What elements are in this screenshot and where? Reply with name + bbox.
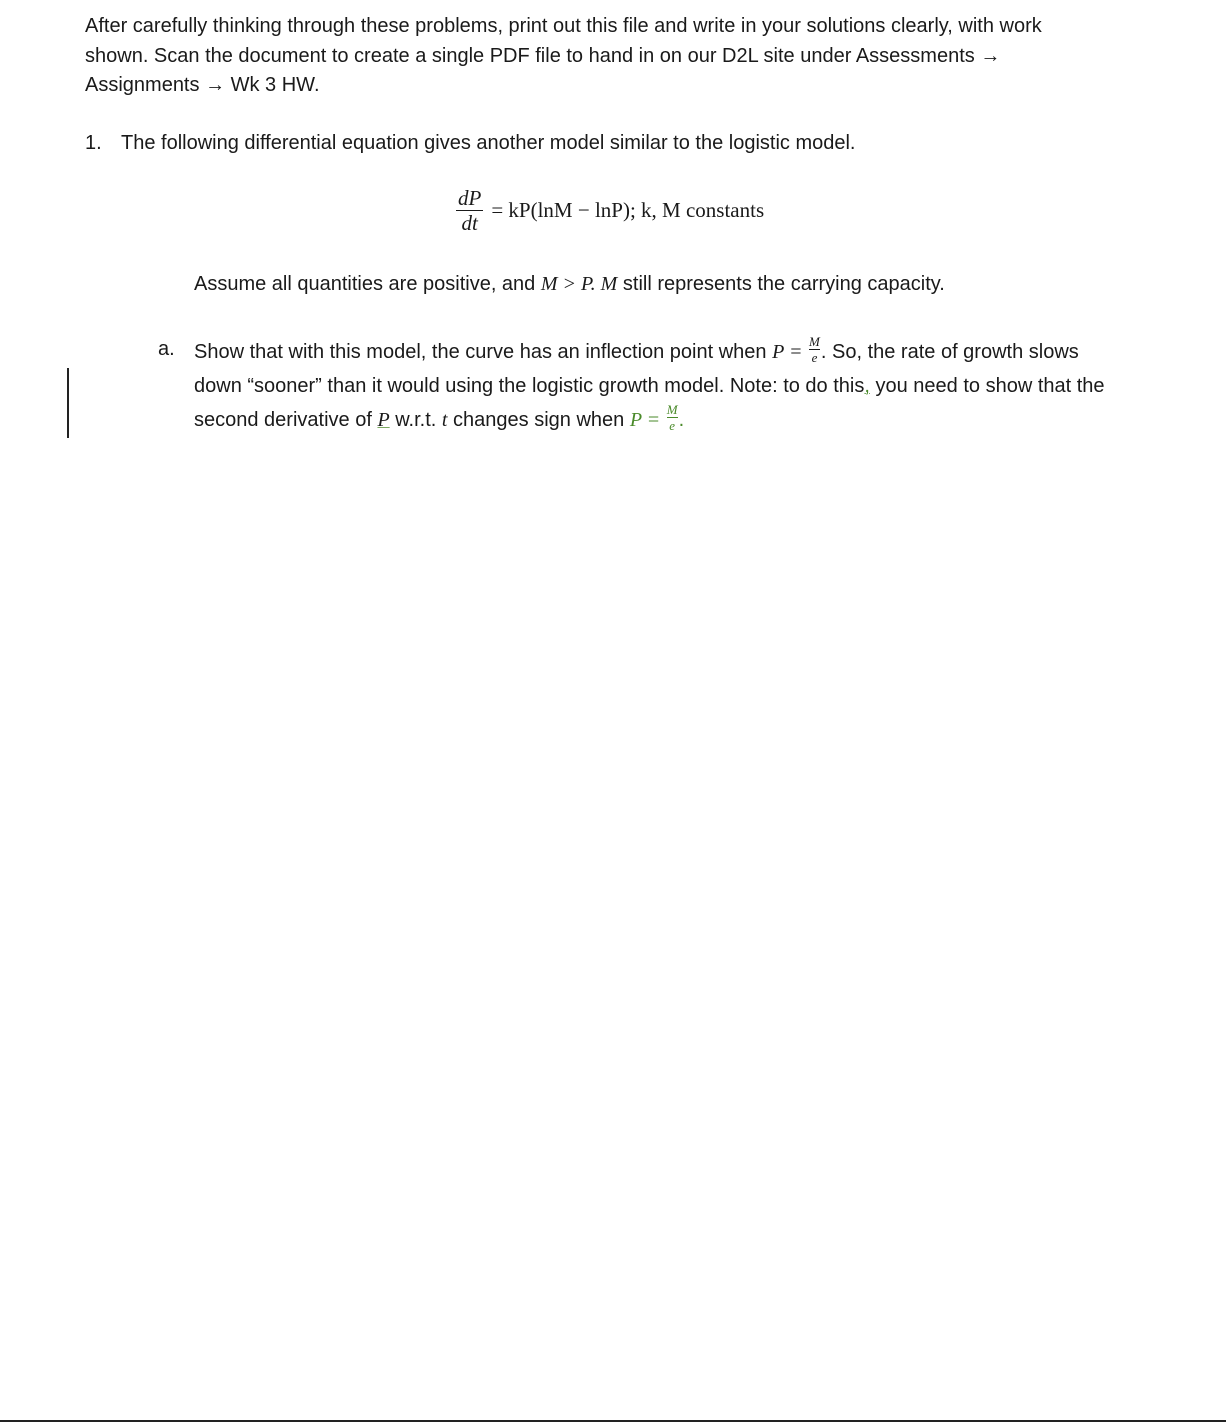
change-bar: [67, 368, 69, 438]
part-a-label: a.: [158, 338, 175, 360]
fraction-numerator: dP: [458, 186, 482, 210]
m-over-e-fraction-green: $\frac{M}{e}$: [666, 402, 678, 434]
page-bottom-edge: [0, 1420, 1226, 1422]
assumption-text: Assume all quantities are positive, and M > P. M still represents the carrying capacity.: [194, 273, 945, 295]
instructions-paragraph: [85, 12, 1145, 101]
m-over-e-fraction: $\frac{M}{e}$: [809, 334, 820, 366]
question-text: The following differential equation gives another model similar to the logistic model.: [121, 132, 856, 154]
assumption-math: M > P. M: [540, 273, 618, 295]
tracked-comma: ,: [864, 375, 870, 397]
instructions-line-2: shown. Scan the document to create a single PDF file to hand in on our D2L site under Assessments →: [85, 44, 1001, 67]
p-equals: P =: [772, 341, 803, 363]
part-a-text: Show that with this model, the curve has an inflection point when P = $\frac{M}{e}$ . So, the rate of growth slows down “sooner” than it would using the logistic growth model. Note: to do this, you need to show that the second derivative of P w.r.t. t changes sign when P = $\frac{M}{e}$ .: [194, 334, 1105, 434]
p-equals-green: P =: [629, 409, 661, 431]
variable-p: P: [377, 409, 390, 431]
derivative-fraction: [456, 186, 483, 235]
arrow-icon: →: [980, 44, 1001, 67]
variable-t: t: [441, 409, 448, 431]
instructions-line-3: Assignments → Wk 3 HW.: [85, 74, 320, 96]
differential-equation: [456, 186, 764, 235]
instructions-line-1: After carefully thinking through these problems, print out this file and write in your solutions clearly, with work: [85, 15, 1042, 37]
question-number: 1.: [85, 132, 102, 154]
arrow-icon: →: [205, 74, 226, 96]
fraction-denominator: dt: [461, 211, 478, 235]
equation-rhs: = kP(lnM − lnP); k, M constants: [491, 197, 765, 222]
